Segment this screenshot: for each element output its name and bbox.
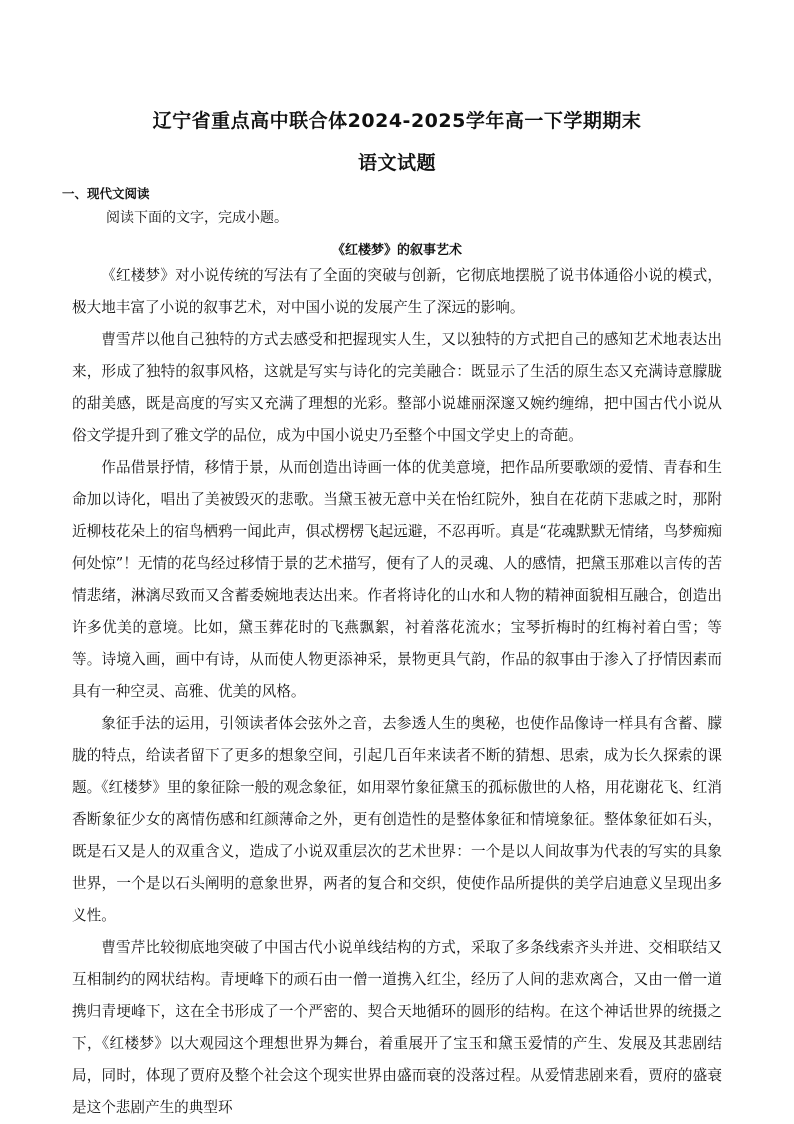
reading-instruction: 阅读下面的文字，完成小题。: [106, 210, 288, 226]
document-subtitle: 语文试题: [357, 152, 436, 174]
section-heading: 一、现代文阅读: [62, 186, 150, 201]
article-title: 《红楼梦》的叙事艺术: [331, 243, 462, 258]
document-title: 辽宁省重点高中联合体2024-2025学年高一下学期期末: [152, 110, 642, 132]
article-paragraph: 曹雪芹比较彻底地突破了中国古代小说单线结构的方式，采取了多条线索齐头并进、交相联结又互相制约的网状结构。青埂峰下的顽石由一僧一道携入红尘，经历了人间的悲欢离合，又由一僧一道携归青埂峰下，这在全书形成了一个严密的、契合天地循环的圆形的结构。在这个神话世界的统摄之下，《红楼梦》以大观园这个理想世界为舞台，着重展开了宝玉和黛玉爱情的产生、发展及其悲剧结局，同时，体现了贾府及整个社会这个现实世界由盛而衰的没落过程。从爱情悲剧来看，贾府的盛衰是这个悲剧产生的典型环: [72, 939, 722, 1116]
article-paragraph: 曹雪芹以他自己独特的方式去感受和把握现实人生，又以独特的方式把自己的感知艺术地表达出来，形成了独特的叙事风格，这就是写实与诗化的完美融合：既显示了生活的原生态又充满诗意朦胧的甜美感，既是高度的写实又充满了理想的光彩。整部小说雄丽深邃又婉约缠绵，把中国古代小说从俗文学提升到了雅文学的品位，成为中国小说史乃至整个中国文学史上的奇葩。: [72, 331, 722, 444]
article-paragraph: 象征手法的运用，引领读者体会弦外之音，去参透人生的奥秘，也使作品像诗一样具有含蓄、朦胧的特点，给读者留下了更多的想象空间，引起几百年来读者不断的猜想、思索，成为长久探索的课题。《红楼梦》里的象征除一般的观念象征，如用翠竹象征黛玉的孤标傲世的人格，用花谢花飞、红消香断象征少女的离情伤感和红颜薄命之外，更有创造性的是整体象征和情境象征。整体象征如石头，既是石又是人的双重含义，造成了小说双重层次的艺术世界：一个是以人间故事为代表的写实的具象世界，一个是以石头阐明的意象世界，两者的复合和交织，使使作品所提供的美学启迪意义呈现出多义性。: [72, 715, 722, 924]
article-paragraph: 《红楼梦》对小说传统的写法有了全面的突破与创新，它彻底地摆脱了说书体通俗小说的模式，极大地丰富了小说的叙事艺术，对中国小说的发展产生了深远的影响。: [72, 267, 722, 316]
article-body: [72, 260, 722, 1124]
article-paragraph: 作品借景抒情，移情于景，从而创造出诗画一体的优美意境，把作品所要歌颂的爱情、青春和生命加以诗化，唱出了美被毁灭的悲歌。当黛玉被无意中关在怡红院外，独自在花荫下悲戚之时，那附近柳枝花朵上的宿鸟栖鸦一闻此声，俱忒楞楞飞起远避，不忍再听。真是“花魂默默无情绪，鸟梦痴痴何处惊”！无情的花鸟经过移情于景的艺术描写，便有了人的灵魂、人的感情，把黛玉那难以言传的苦情悲绪，淋漓尽致而又含蓄委婉地表达出来。作者将诗化的山水和人物的精神面貌相互融合，创造出许多优美的意境。比如，黛玉葬花时的飞燕飘絮，衬着落花流水；宝琴折梅时的红梅衬着白雪；等等。诗境入画，画中有诗，从而使人物更添神采，景物更具气韵，作品的叙事由于渗入了抒情因素而具有一种空灵、高雅、优美的风格。: [72, 459, 722, 700]
